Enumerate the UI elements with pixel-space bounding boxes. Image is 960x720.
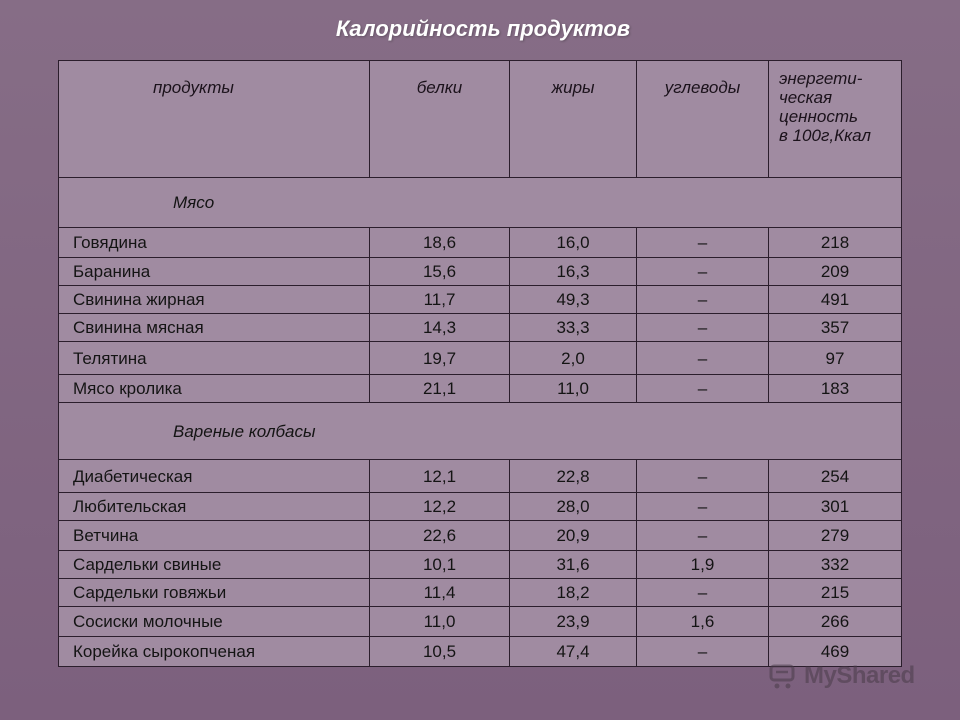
protein-cell: 15,6	[370, 258, 510, 286]
energy-cell: 357	[769, 314, 902, 342]
carbs-cell: 1,6	[637, 607, 769, 637]
energy-cell: 215	[769, 579, 902, 607]
protein-cell: 21,1	[370, 375, 510, 403]
fat-cell: 33,3	[510, 314, 637, 342]
header-energy-line: в 100г,Ккал	[779, 126, 871, 146]
table-row	[59, 521, 902, 551]
carbs-cell: –	[637, 579, 769, 607]
carbs-cell: –	[637, 286, 769, 314]
section-label: Мясо	[59, 178, 902, 228]
header-energy-line: ческая	[779, 88, 833, 108]
product-name-cell: Ветчина	[59, 521, 370, 551]
protein-cell: 11,7	[370, 286, 510, 314]
carbs-cell: –	[637, 493, 769, 521]
product-name-cell: Телятина	[59, 342, 370, 375]
energy-cell: 332	[769, 551, 902, 579]
protein-cell: 22,6	[370, 521, 510, 551]
fat-cell: 20,9	[510, 521, 637, 551]
fat-cell: 22,8	[510, 460, 637, 493]
header-protein: белки	[370, 61, 510, 178]
protein-cell: 12,1	[370, 460, 510, 493]
energy-cell: 97	[769, 342, 902, 375]
product-name-cell: Диабетическая	[59, 460, 370, 493]
protein-cell: 14,3	[370, 314, 510, 342]
product-name-cell: Баранина	[59, 258, 370, 286]
calorie-table-container	[58, 60, 901, 666]
protein-cell: 10,1	[370, 551, 510, 579]
energy-cell: 209	[769, 258, 902, 286]
table-row	[59, 607, 902, 637]
fat-cell: 16,3	[510, 258, 637, 286]
product-name-cell: Говядина	[59, 228, 370, 258]
energy-cell: 491	[769, 286, 902, 314]
energy-cell: 279	[769, 521, 902, 551]
carbs-cell: –	[637, 258, 769, 286]
fat-cell: 2,0	[510, 342, 637, 375]
fat-cell: 23,9	[510, 607, 637, 637]
table-row	[59, 228, 902, 258]
table-row	[59, 493, 902, 521]
header-energy-line: ценность	[779, 107, 858, 127]
table-row	[59, 286, 902, 314]
fat-cell: 18,2	[510, 579, 637, 607]
product-name-cell: Сосиски молочные	[59, 607, 370, 637]
product-name-cell: Сардельки говяжьи	[59, 579, 370, 607]
carbs-cell: –	[637, 521, 769, 551]
header-product: продукты	[59, 61, 370, 178]
protein-cell: 10,5	[370, 637, 510, 667]
product-name-cell: Свинина жирная	[59, 286, 370, 314]
protein-cell: 19,7	[370, 342, 510, 375]
section-row	[59, 403, 902, 460]
protein-cell: 12,2	[370, 493, 510, 521]
header-energy	[769, 61, 902, 178]
table-row	[59, 342, 902, 375]
energy-cell: 301	[769, 493, 902, 521]
header-energy-line: энергети-	[779, 69, 863, 88]
page-title: Калорийность продуктов	[335, 16, 631, 41]
fat-cell: 49,3	[510, 286, 637, 314]
energy-cell: 469	[769, 637, 902, 667]
protein-cell: 11,0	[370, 607, 510, 637]
table-row	[59, 579, 902, 607]
product-name-cell: Любительская	[59, 493, 370, 521]
protein-cell: 11,4	[370, 579, 510, 607]
energy-cell: 183	[769, 375, 902, 403]
table-row	[59, 460, 902, 493]
table-row	[59, 375, 902, 403]
header-carbs: углеводы	[637, 61, 769, 178]
protein-cell: 18,6	[370, 228, 510, 258]
fat-cell: 16,0	[510, 228, 637, 258]
product-name-cell: Корейка сырокопченая	[59, 637, 370, 667]
carbs-cell: –	[637, 228, 769, 258]
cart-icon	[768, 661, 798, 691]
calorie-table	[58, 60, 902, 667]
energy-cell: 218	[769, 228, 902, 258]
carbs-cell: –	[637, 637, 769, 667]
table-row	[59, 258, 902, 286]
carbs-cell: –	[637, 314, 769, 342]
fat-cell: 28,0	[510, 493, 637, 521]
header-fat: жиры	[510, 61, 637, 178]
product-name-cell: Сардельки свиные	[59, 551, 370, 579]
carbs-cell: 1,9	[637, 551, 769, 579]
watermark	[768, 656, 938, 696]
table-row	[59, 551, 902, 579]
carbs-cell: –	[637, 342, 769, 375]
fat-cell: 47,4	[510, 637, 637, 667]
fat-cell: 31,6	[510, 551, 637, 579]
section-row	[59, 178, 902, 228]
header-row	[59, 61, 902, 178]
watermark-text: MyShared	[804, 662, 915, 689]
energy-cell: 266	[769, 607, 902, 637]
table-row	[59, 314, 902, 342]
section-label: Вареные колбасы	[59, 403, 902, 460]
energy-cell: 254	[769, 460, 902, 493]
product-name-cell: Свинина мясная	[59, 314, 370, 342]
carbs-cell: –	[637, 460, 769, 493]
carbs-cell: –	[637, 375, 769, 403]
fat-cell: 11,0	[510, 375, 637, 403]
product-name-cell: Мясо кролика	[59, 375, 370, 403]
